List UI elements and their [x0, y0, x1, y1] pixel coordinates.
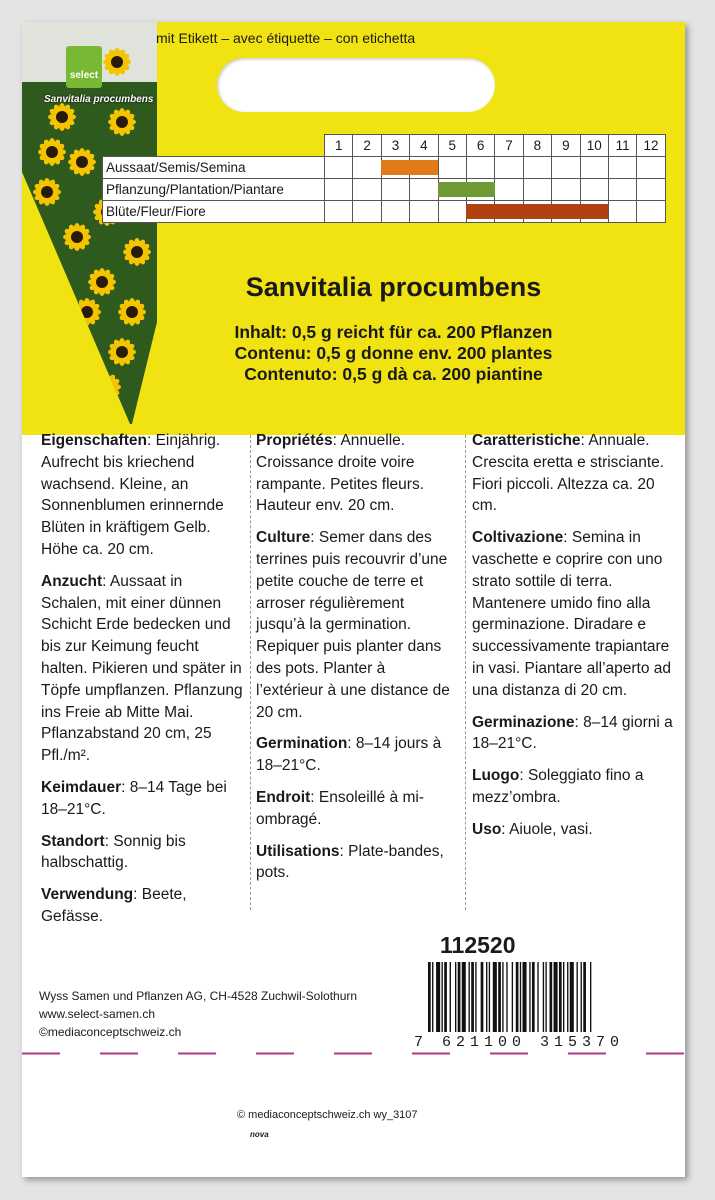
- barcode-bar: [537, 962, 538, 1032]
- month-8: 8: [523, 135, 551, 157]
- month-9: 9: [552, 135, 580, 157]
- month-12: 12: [637, 135, 665, 157]
- barcode-bar: [567, 962, 568, 1032]
- barcode-bar: [581, 962, 582, 1032]
- flower-center: [76, 156, 88, 168]
- photo-label: Sanvitalia procumbens: [44, 94, 154, 105]
- barcode-bar: [489, 962, 490, 1032]
- de-section: Standort: Sonnig bis halbschattig.: [41, 832, 186, 872]
- calendar-row-planting: [103, 179, 666, 201]
- contents-fr: Contenu: 0,5 g donne env. 200 plantes: [234, 343, 553, 363]
- column-german: [41, 430, 246, 938]
- company-line: Wyss Samen und Pflanzen AG, CH-4528 Zuchwil-Solothurn: [39, 989, 358, 1003]
- barcode-bar: [502, 962, 503, 1032]
- flower-petal: [104, 391, 110, 401]
- barcode-bar: [444, 962, 447, 1032]
- barcode-bar: [455, 962, 456, 1032]
- barcode-bar: [428, 962, 431, 1032]
- barcode-bar: [471, 962, 474, 1032]
- contents-info: [102, 322, 685, 385]
- flower-petal: [93, 386, 105, 396]
- bar-flowering: [466, 204, 608, 219]
- barcode-bar: [559, 962, 562, 1032]
- barcode-bar: [512, 962, 513, 1032]
- seed-packet: [22, 22, 685, 1177]
- barcode-bar: [570, 962, 574, 1032]
- month-5: 5: [438, 135, 466, 157]
- flower-center: [111, 56, 123, 68]
- barcode-number: 7 621100 315370: [414, 1034, 625, 1051]
- flower-center: [41, 186, 53, 198]
- flower-center: [56, 111, 68, 123]
- contents-de: Inhalt: 0,5 g reicht für ca. 200 Pflanzen: [234, 322, 553, 342]
- column-italian: [472, 430, 678, 851]
- barcode-bar: [563, 962, 564, 1032]
- barcode-bar: [481, 962, 484, 1032]
- copyright: ©mediaconceptschweiz.ch: [39, 1025, 182, 1039]
- product-title: Sanvitalia procumbens: [245, 272, 542, 302]
- column-divider: [465, 435, 466, 910]
- hang-hole: [217, 58, 495, 112]
- column-divider: [250, 435, 251, 910]
- de-section: Keimdauer: 8–14 Tage bei 18–21°C.: [41, 778, 227, 818]
- fr-section: Propriétés: Annuelle. Croissance droite voire rampante. Petites fleurs. Hauteur env. 20 cm.: [256, 432, 424, 515]
- barcode-bar: [554, 962, 558, 1032]
- brand-name: select: [69, 70, 99, 81]
- month-4: 4: [410, 135, 438, 157]
- barcode: [428, 962, 666, 1038]
- month-10: 10: [580, 135, 608, 157]
- flower-center: [131, 246, 143, 258]
- barcode-bar: [577, 962, 578, 1032]
- column-french: [256, 430, 456, 894]
- fr-section: Culture: Semer dans des terrines puis recouvrir d’une petite couche de terre et arroser régulièrement jusqu’à la germination. Repiquer puis planter dans des pots. Planter à l’extérieur à une distance de 20 cm.: [256, 529, 450, 721]
- barcode-bar: [520, 962, 521, 1032]
- printer-logo: nova: [250, 1130, 269, 1139]
- company-address: [39, 987, 357, 1041]
- fr-section: Utilisations: Plate-bandes, pots.: [256, 842, 444, 882]
- barcode-bar: [543, 962, 544, 1032]
- barcode-bar: [545, 962, 546, 1032]
- de-section: Eigenschaften: Einjährig. Aufrecht bis kriechend wachsend. Kleine, an Sonnenblumen erinnernde Blüten in kräftigem Gelb. Höhe ca. 20 cm.: [41, 432, 224, 558]
- fr-section: Endroit: Ensoleillé à mi-ombragé.: [256, 788, 424, 828]
- row-label-planting: Pflanzung/Plantation/Piantare: [103, 179, 325, 201]
- barcode-bar: [532, 962, 535, 1032]
- barcode-bar: [432, 962, 433, 1032]
- it-section: Coltivazione: Semina in vaschette e coprire con uno strato sottile di terra. Mantenere umido fino alla germinazione. Diradare e successivamente trapiantare in vasi. Piantare all’aperto ad una distanza di 20 cm.: [472, 529, 672, 699]
- barcode-bar: [516, 962, 519, 1032]
- de-section: Anzucht: Aussaat in Schalen, mit einer dünnen Schicht Erde bedecken und bis zur Keimung feucht halten. Pikieren und später in Töpfe umpflanzen. Pflanzung ins Freie ab Mitte Mai. Pflanzabstand 20 cm, 25 Pfl./m².: [41, 572, 243, 765]
- contents-it: Contenuto: 0,5 g dà ca. 200 piantine: [244, 364, 543, 384]
- barcode-bar: [462, 962, 466, 1032]
- month-6: 6: [466, 135, 494, 157]
- barcode-bar: [442, 962, 443, 1032]
- barcode-bar: [506, 962, 507, 1032]
- it-section: Caratteristiche: Annuale. Crescita eretta e strisciante. Fiori piccoli. Altezza ca. 20 cm.: [472, 432, 665, 515]
- article-code: 112520: [440, 932, 516, 958]
- fr-section: Germination: 8–14 jours à 18–21°C.: [256, 735, 442, 775]
- flower-center: [46, 146, 58, 158]
- barcode-bar: [458, 962, 461, 1032]
- barcode-bar: [523, 962, 527, 1032]
- barcode-bar: [486, 962, 487, 1032]
- website: www.select-samen.ch: [39, 1007, 156, 1021]
- it-section: Luogo: Soleggiato fino a mezz’ombra.: [472, 767, 644, 806]
- barcode-bar: [590, 962, 591, 1032]
- barcode-bar: [436, 962, 440, 1032]
- bar-planting: [438, 182, 495, 197]
- cut-line: [22, 1052, 685, 1055]
- flower-center: [126, 306, 138, 318]
- flower-center: [71, 231, 83, 243]
- it-section: Uso: Aiuole, vasi.: [472, 820, 593, 838]
- barcode-bar: [498, 962, 501, 1032]
- label-note: mit Etikett – avec étiquette – con etichetta: [156, 30, 416, 46]
- month-1: 1: [325, 135, 353, 157]
- barcode-bar: [475, 962, 476, 1032]
- flower-petal: [106, 389, 116, 401]
- barcode-bar: [550, 962, 553, 1032]
- select-logo: [66, 46, 102, 88]
- barcode-bar: [450, 962, 451, 1032]
- calendar-header-row: [103, 135, 666, 157]
- month-11: 11: [608, 135, 636, 157]
- bar-sowing: [381, 160, 438, 175]
- row-label-sowing: Aussaat/Semis/Semina: [103, 157, 325, 179]
- flower-petal: [97, 389, 107, 401]
- flower-center: [116, 116, 128, 128]
- barcode-bar: [529, 962, 530, 1032]
- barcode-bar: [583, 962, 586, 1032]
- month-2: 2: [353, 135, 381, 157]
- it-section: Germinazione: 8–14 giorni a 18–21°C.: [472, 713, 673, 753]
- yellow-header-panel: [22, 22, 685, 435]
- footer-credit: © mediaconceptschweiz.ch wy_3107: [237, 1109, 418, 1121]
- de-section: Verwendung: Beete, Gefässe.: [41, 886, 187, 925]
- month-3: 3: [381, 135, 409, 157]
- barcode-bar: [469, 962, 470, 1032]
- row-label-flowering: Blüte/Fleur/Fiore: [103, 201, 325, 223]
- month-7: 7: [495, 135, 523, 157]
- flower-center: [81, 306, 93, 318]
- barcode-bar: [493, 962, 497, 1032]
